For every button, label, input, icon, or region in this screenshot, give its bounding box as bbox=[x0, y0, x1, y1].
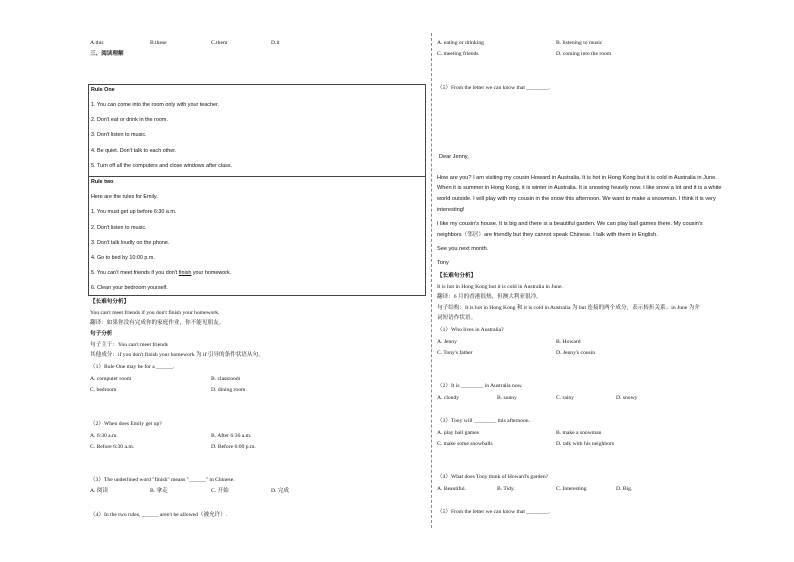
analysis-tag: 【长难句分析】 bbox=[437, 273, 477, 279]
answer-option: A. Jenny bbox=[437, 339, 457, 345]
rule-two-item: 1. You must get up before 6:30 a.m. bbox=[91, 209, 177, 215]
answer-option: C. 开始 bbox=[211, 488, 229, 494]
letter-line: I like my cousin's house. It is big and there is a beautiful garden. We can play ball games there. My cousin's bbox=[437, 221, 703, 227]
letter-line: interesting! bbox=[437, 207, 465, 213]
option-c: C.them bbox=[211, 40, 228, 46]
analysis-structure: 句子结构：It is hot in Hong Kong 和 it is cold in Australia 为 but 连接的两个成分，表示转折关系；in June 为介 bbox=[437, 305, 700, 311]
answer-option: B. Tidy. bbox=[497, 486, 515, 492]
rules-separator bbox=[89, 176, 425, 177]
answer-option: D. Big. bbox=[616, 486, 633, 492]
rule-two-item-5-start: 5. You can't meet friends if you don't bbox=[91, 270, 179, 276]
answer-option: B. 拿走 bbox=[150, 488, 168, 494]
answer-option: B. listening to music bbox=[556, 40, 603, 46]
analysis-other-parts: 其他成分：if you don't finish your homework 为 if 引导的条件状语从句。 bbox=[90, 352, 264, 358]
option-a: A.this bbox=[90, 40, 104, 46]
answer-option: B. Howard bbox=[556, 339, 581, 345]
answer-option: A. play ball games bbox=[437, 430, 479, 436]
column-divider bbox=[431, 33, 432, 528]
answer-option: A. eating or drinking bbox=[437, 40, 484, 46]
rule-one-title: Rule One bbox=[91, 87, 115, 93]
rule-one-item: 3. Don't listen to music. bbox=[91, 132, 147, 138]
letter-line: world outside. I will play with my cousin in the snow this afternoon. We want to make a snowman. I think it is very bbox=[437, 196, 716, 202]
rule-one-item: 4. Be quiet. Don't talk to each other. bbox=[91, 148, 177, 154]
question-stem: （4）What does Tony think of Howard's garden? bbox=[437, 474, 549, 480]
question-stem: （1）Who lives in Australia? bbox=[437, 327, 504, 333]
answer-option: C. make some snowballs bbox=[437, 441, 493, 447]
answer-option: A. Beautiful. bbox=[437, 486, 467, 492]
letter-line: neighbors（邻居）are friendly but they cannot speak Chinese. I talk with them in English. bbox=[437, 232, 658, 238]
analysis-sentence: It is hot in Hong Kong but it is cold in Australia in June. bbox=[437, 284, 563, 290]
question-stem: （5）From the letter we can know that ________. bbox=[437, 509, 551, 515]
rule-one-item: 2. Don't eat or drink in the room. bbox=[91, 117, 168, 123]
answer-option: D. snowy bbox=[616, 395, 638, 401]
answer-option: D. Jenny's cousin bbox=[556, 350, 596, 356]
rule-two-item: 2. Don't listen to music. bbox=[91, 225, 147, 231]
rule-two-item: 4. Go to bed by 10:00 p.m. bbox=[91, 255, 155, 261]
question-stem: （1）Rule One may be for a ______. bbox=[90, 364, 175, 370]
answer-option: A. cloudy bbox=[437, 395, 460, 401]
rule-two-item: 6. Clean your bedroom yourself. bbox=[91, 285, 168, 291]
answer-option: D. dining room bbox=[211, 387, 246, 393]
answer-option: D. 完成 bbox=[271, 488, 290, 494]
question-stem: （2）When does Emily get up? bbox=[90, 421, 162, 427]
answer-option: A. 阅读 bbox=[90, 488, 109, 494]
letter-greeting: Dear Jenny, bbox=[439, 154, 469, 160]
letter-line: When it is summer in Hong Kong, it is winter in Australia. It is snowing heavily now. I like snow a lot and it is a white bbox=[437, 185, 722, 191]
answer-option: B. After 6:30 a.m. bbox=[211, 433, 252, 439]
rule-two-item: 3. Don't talk loudly on the phone. bbox=[91, 240, 170, 246]
analysis-sentence: You can't meet friends if you don't finish your homework. bbox=[90, 310, 220, 316]
letter-closing: See you next month. bbox=[437, 246, 489, 252]
question-stem: （3）The underlined word "finish" means "______" in Chinese. bbox=[90, 477, 235, 483]
answer-option: A. 6:30 a.m. bbox=[90, 433, 118, 439]
analysis-main-clause: 句子主干：You can't meet friends bbox=[90, 342, 168, 348]
answer-option: B. sunny bbox=[497, 395, 517, 401]
question-stem: （4）In the two rules, ______ aren't be allowed（被允许）. bbox=[90, 512, 228, 518]
rule-one-item: 1. You can come into the room only with your teacher. bbox=[91, 102, 219, 108]
answer-option: C. Tony's father bbox=[437, 350, 473, 356]
answer-option: B. classroom bbox=[211, 376, 241, 382]
analysis-translation: 翻译：6 月的香港很热，但澳大利亚很冷。 bbox=[437, 294, 542, 300]
answer-option: D. talk with his neighbors bbox=[556, 441, 614, 447]
answer-option: C. rainy bbox=[556, 395, 575, 401]
rule-two-intro: Here are the rules for Emily. bbox=[91, 194, 158, 200]
answer-option: B. make a snowman bbox=[556, 430, 602, 436]
answer-option: D. Before 6:00 p.m. bbox=[211, 444, 256, 450]
underlined-word: finish bbox=[178, 270, 192, 276]
option-d: D.it bbox=[271, 40, 280, 46]
question-stem: （3）Tony will ________ this afternoon. bbox=[437, 418, 530, 424]
rule-two-title: Rule two bbox=[91, 179, 114, 185]
analysis-translation: 翻译：如果你没有完成你的家庭作业，你不能见朋友。 bbox=[90, 320, 225, 326]
analysis-structure: 词短语作状语。 bbox=[437, 315, 477, 321]
answer-option: D. coming into the room bbox=[556, 51, 612, 57]
question-stem: （2）It is ________ in Australia now. bbox=[437, 383, 523, 389]
answer-option: A. computer room bbox=[90, 376, 132, 382]
rule-one-item: 5. Turn off all the computers and close windows after class. bbox=[91, 163, 233, 169]
rules-box bbox=[88, 84, 426, 296]
letter-signature: Tony bbox=[437, 260, 449, 266]
option-b: B.these bbox=[150, 40, 167, 46]
answer-option: C. bedroom bbox=[90, 387, 117, 393]
question-stem: （5）From the letter we can know that ________. bbox=[437, 85, 551, 91]
rule-two-item-5 bbox=[91, 270, 231, 277]
answer-option: C. Before 6:30 a.m. bbox=[90, 444, 135, 450]
answer-option: C. Interesting bbox=[556, 486, 587, 492]
letter-line: How are you? I am visiting my cousin Howard in Australia. It is hot in Hong Kong but it is cold in Australia in June. bbox=[437, 175, 717, 181]
section-heading: 三、阅读理解 bbox=[90, 51, 124, 57]
rule-two-item-5-end: your homework. bbox=[191, 270, 232, 276]
analysis-tag: 【长难句分析】 bbox=[90, 299, 130, 305]
analysis-heading: 句子分析 bbox=[90, 331, 113, 337]
answer-option: C. meeting friends bbox=[437, 51, 479, 57]
